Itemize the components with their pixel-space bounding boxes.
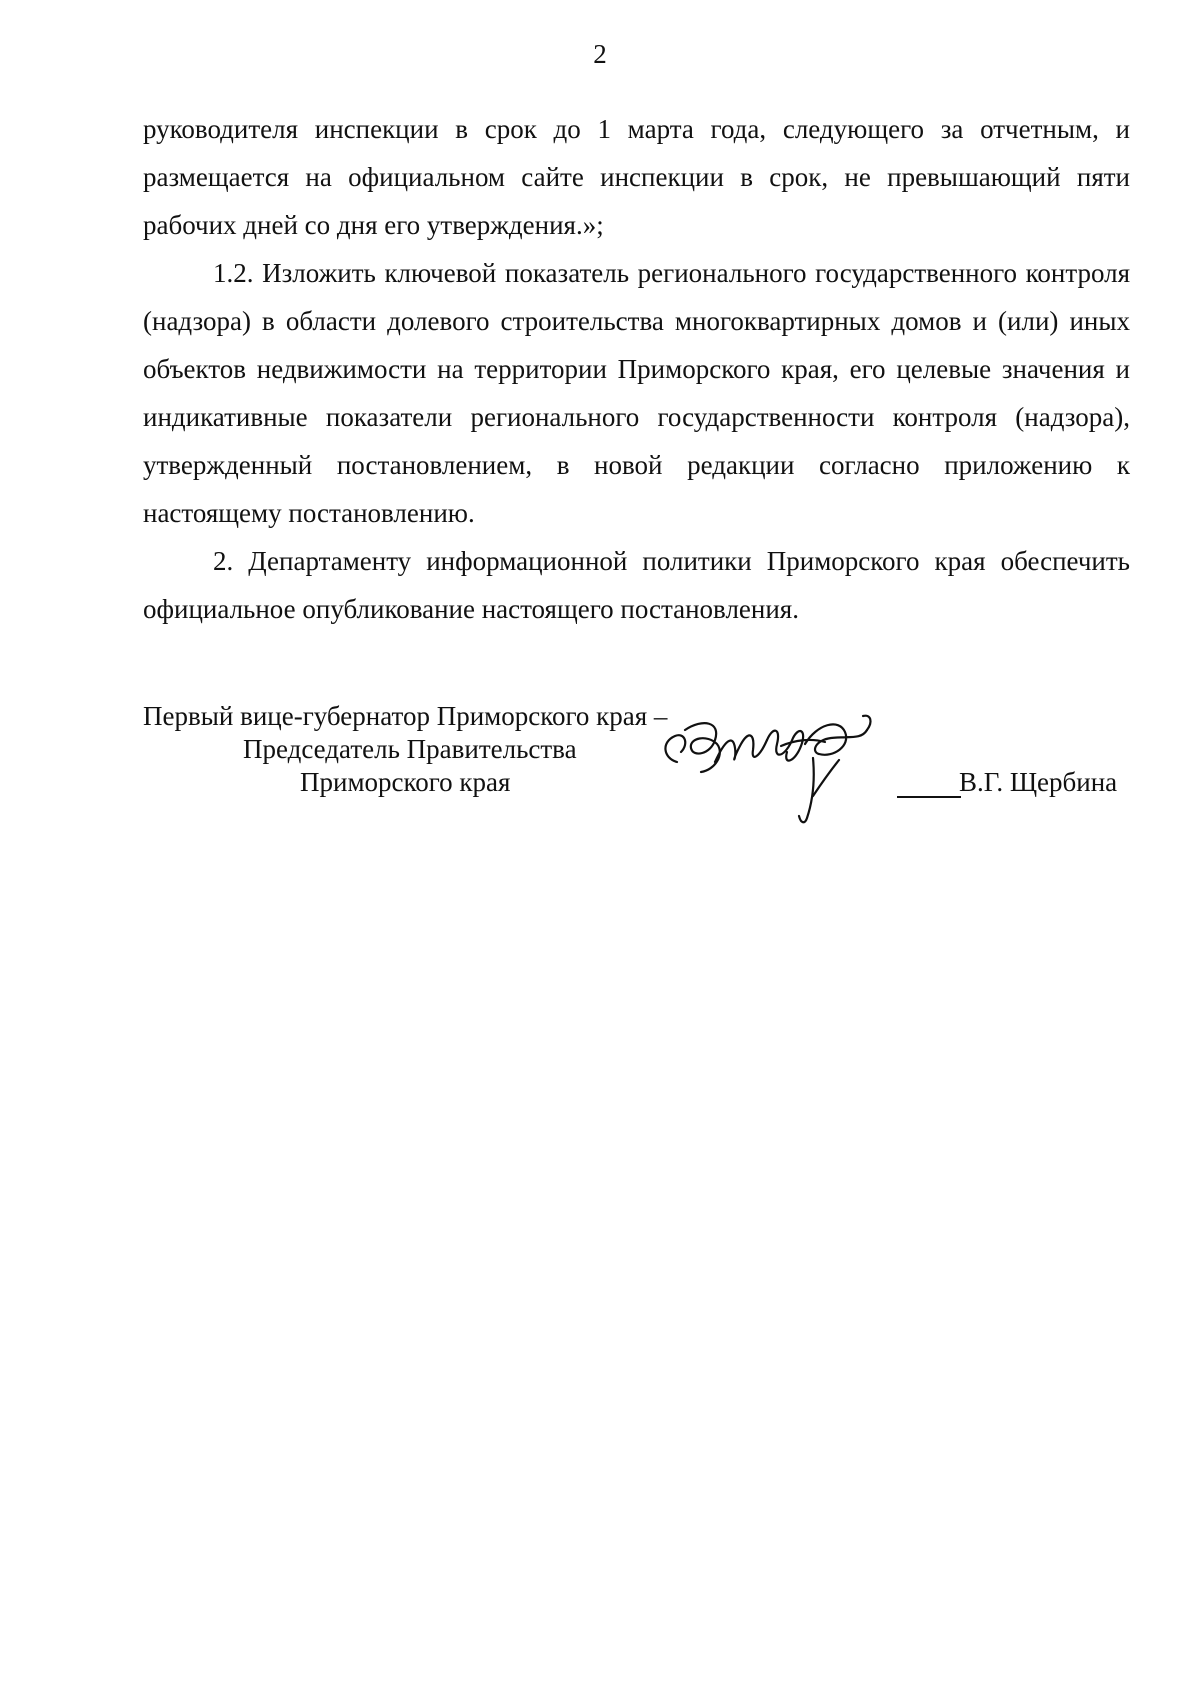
paragraph-continuation: руководителя инспекции в срок до 1 марта года, следующего за отчетным, и размещается на официальном сайте инспекции в срок, не превышающий пяти рабочих дней со дня его утверждения.»; [143,114,1130,240]
paragraph-item-1-2: 1.2. Изложить ключевой показатель регионального государственного контроля (надзора) в области долевого строительства многоквартирных домов и (или) иных объектов недвижимости на территории Приморского края, его целевые значения и индикативные показатели регионального государственности контроля (надзора), утвержденный постановлением, в новой редакции согласно приложению к настоящему постановлению. [143,258,1130,528]
signatory-position-line-1: Первый вице-губернатор Приморского края – [143,701,668,731]
paragraph-item-2: 2. Департаменту информационной политики Приморского края обеспечить официальное опубликование настоящего постановления. [143,546,1130,624]
signature-underline [897,796,961,798]
document-body [143,105,1130,633]
page-number: 2 [593,39,607,69]
handwritten-signature [655,700,905,850]
signatory-position-line-3: Приморского края [300,767,511,797]
signature-block [143,700,1133,860]
signer-name: В.Г. Щербина [959,767,1118,797]
signatory-position-line-2: Председатель Правительства [243,734,577,764]
